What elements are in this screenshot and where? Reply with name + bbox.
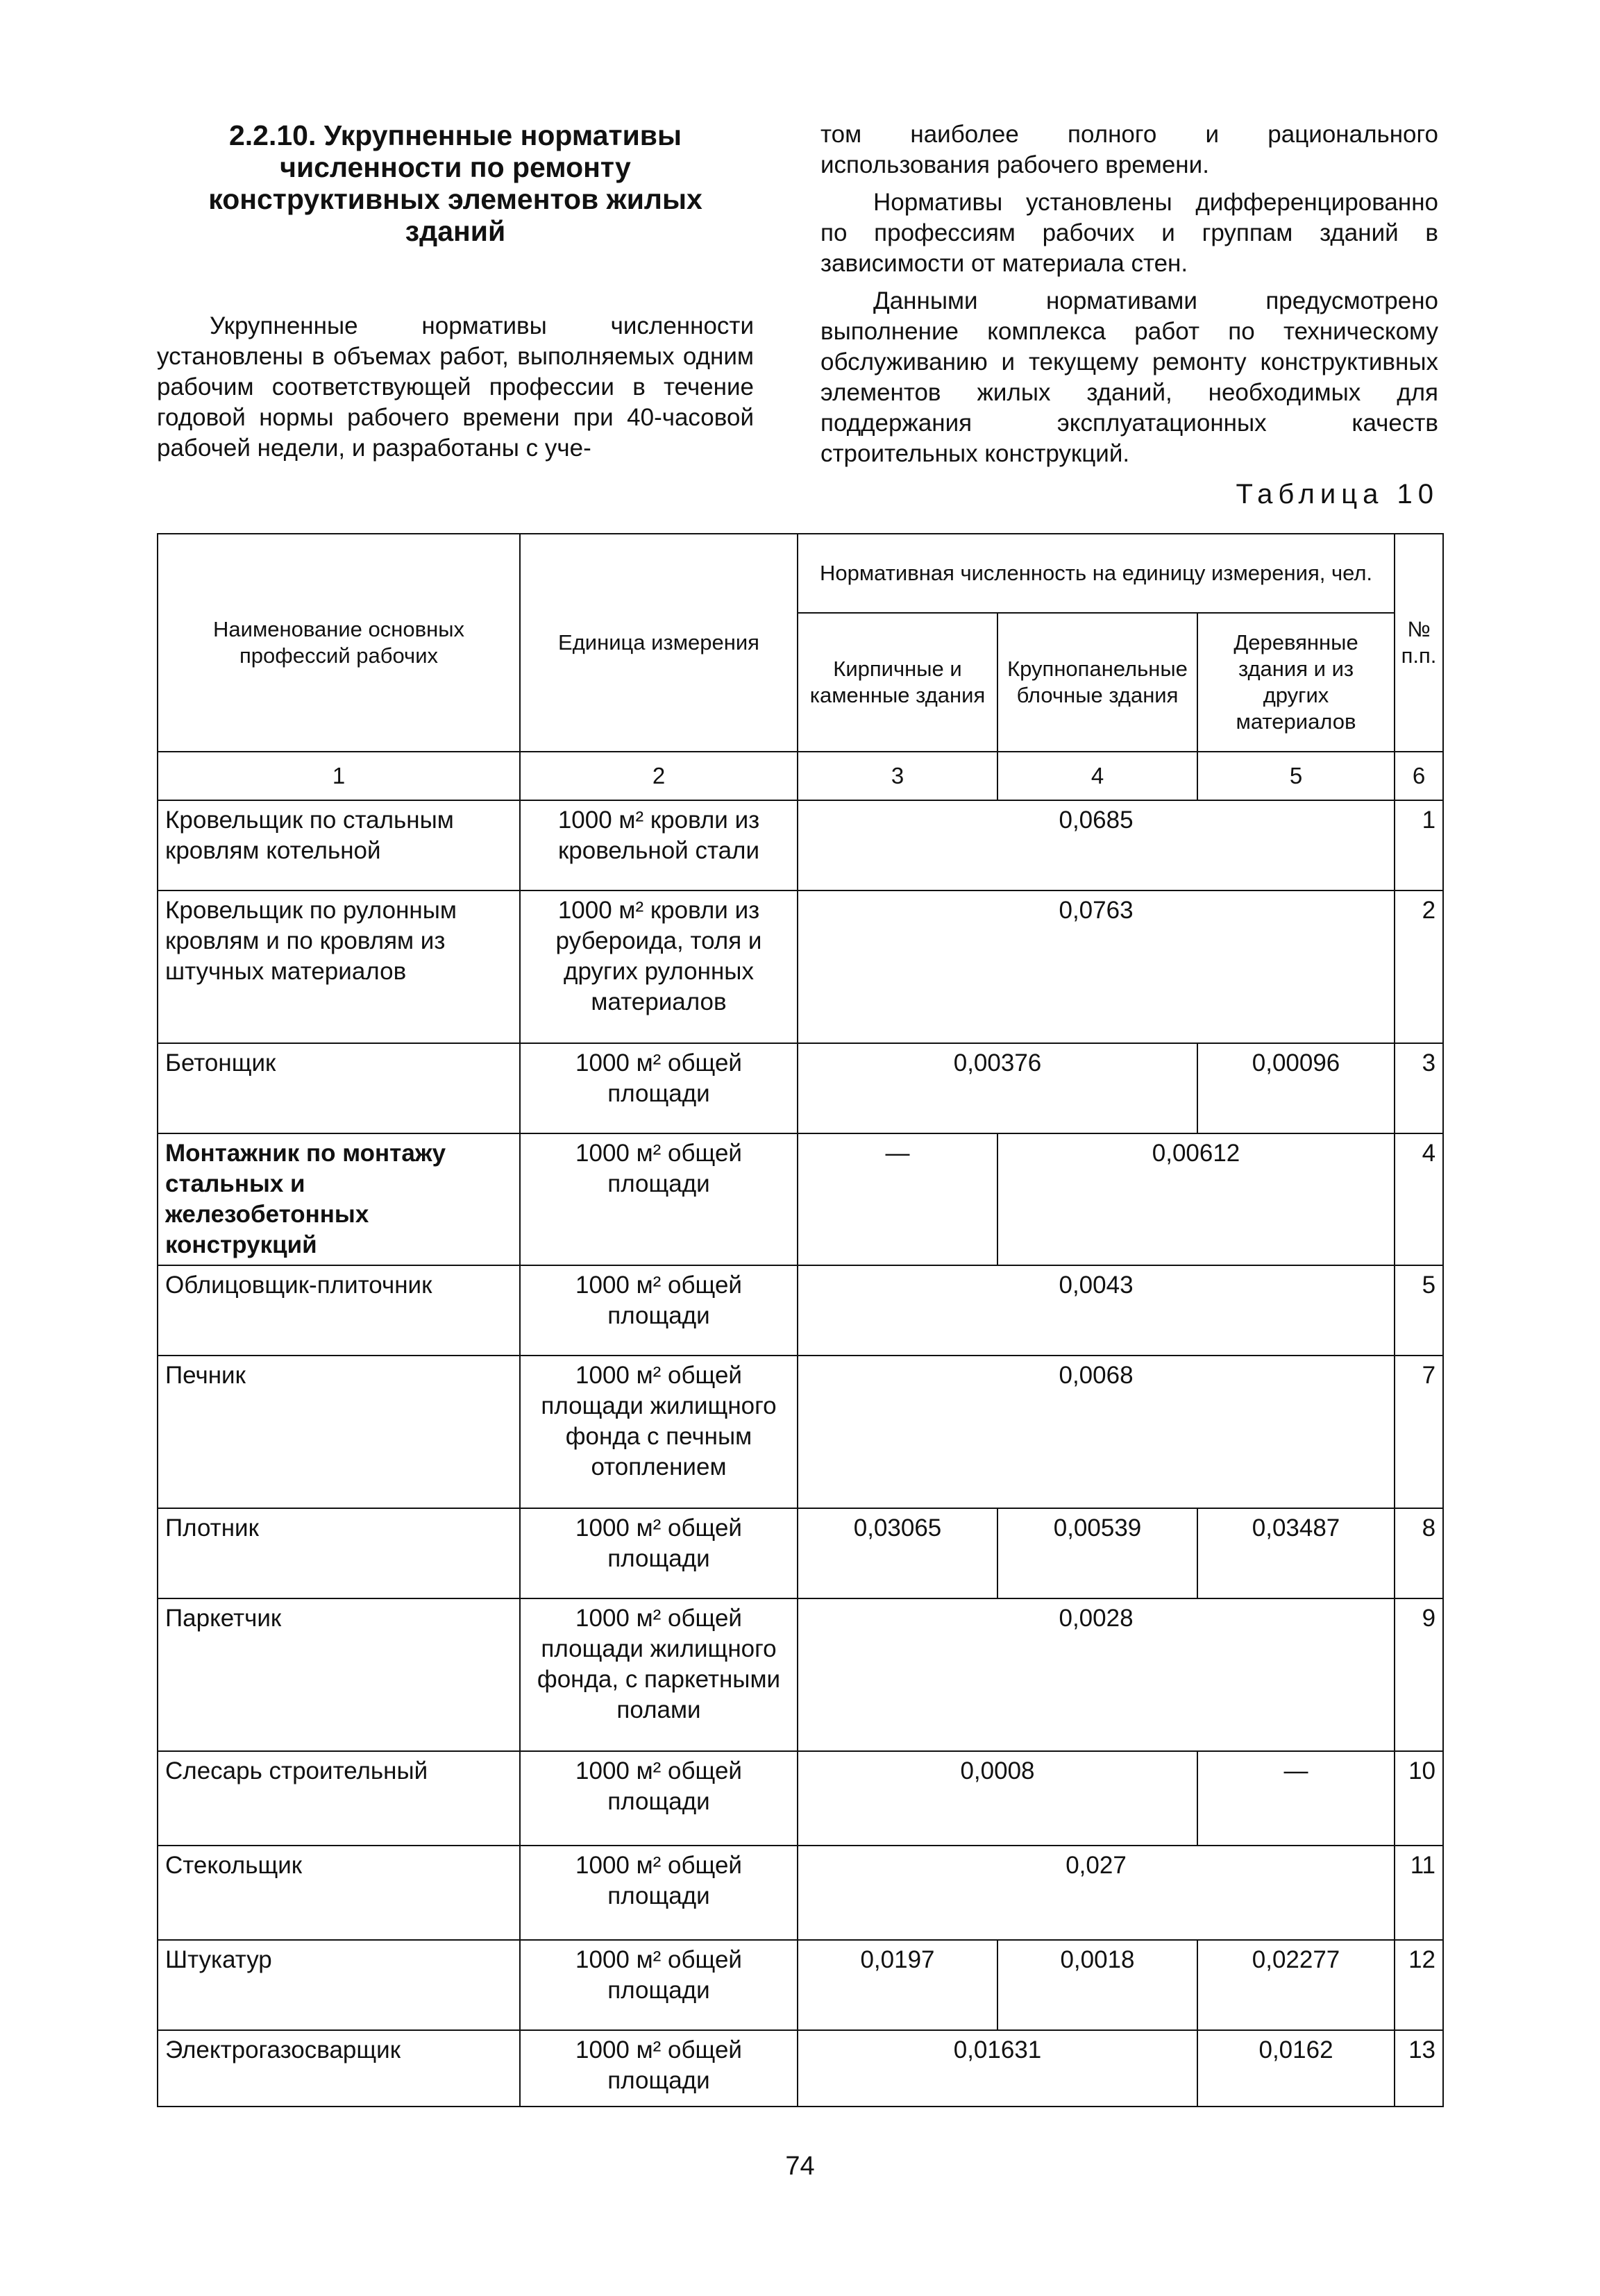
norm-value-cell: 0,0685 [798,800,1395,890]
header-wood: Деревянные здания и из других материалов [1197,613,1395,752]
profession-cell: Штукатур [158,1940,520,2030]
row-number-cell: 2 [1395,890,1443,1043]
table-row [158,1356,1443,1508]
norm-value-cell: 0,0068 [798,1356,1395,1508]
norms-table [157,533,1444,2107]
norm-value-cell: 0,0197 [798,1940,997,2030]
norm-value-cell: 0,0043 [798,1265,1395,1356]
table-row [158,1265,1443,1356]
header-row [158,534,1443,613]
page-number: 74 [785,2152,815,2181]
unit-cell: 1000 м² общей площади [520,1940,798,2030]
header-profession: Наименование основных профессий рабочих [158,534,520,752]
norm-value-cell: 0,0763 [798,890,1395,1043]
column-number-row [158,752,1443,800]
unit-cell: 1000 м² кровли из кровельной стали [520,800,798,890]
table-row [158,1043,1443,1133]
profession-cell: Стекольщик [158,1846,520,1940]
row-number-cell: 13 [1395,2030,1443,2107]
profession-cell: Кровельщик по рулонным кровлям и по кровлям из штучных материалов [158,890,520,1043]
profession-cell: Электрогазосварщик [158,2030,520,2107]
table-row [158,1508,1443,1598]
row-number-cell: 4 [1395,1133,1443,1265]
table-row [158,890,1443,1043]
header-norm-group: Нормативная численность на единицу измерения, чел. [798,534,1395,613]
norm-value-cell: 0,0162 [1197,2030,1395,2107]
table-row [158,800,1443,890]
table-row [158,1751,1443,1846]
unit-cell: 1000 м² общей площади [520,1508,798,1598]
norm-value-cell: — [798,1133,997,1265]
table-row [158,1133,1443,1265]
table-row [158,1598,1443,1751]
column-number: 2 [520,752,798,800]
unit-cell: 1000 м² общей площади жилищного фонда, с паркетными полами [520,1598,798,1751]
norm-value-cell: 0,00096 [1197,1043,1395,1133]
row-number-cell: 3 [1395,1043,1443,1133]
paragraph-scope: Данными нормативами предусмотрено выполнение комплекса работ по техническому обслуживанию и текущему ремонту конструктивных элементов жилых зданий, необходимых для поддержания эксплуатационных качеств строительных конструкций. [820,287,1438,467]
row-number-cell: 9 [1395,1598,1443,1751]
row-number-cell: 12 [1395,1940,1443,2030]
row-number-cell: 7 [1395,1356,1443,1508]
row-number-cell: 10 [1395,1751,1443,1846]
norm-value-cell: 0,03487 [1197,1508,1395,1598]
left-column [157,119,754,471]
unit-cell: 1000 м² общей площади [520,1043,798,1133]
column-number: 5 [1197,752,1395,800]
norm-value-cell: 0,00376 [798,1043,1197,1133]
table-row [158,2030,1443,2107]
row-number-cell: 1 [1395,800,1443,890]
profession-cell: Кровельщик по стальным кровлям котельной [158,800,520,890]
norm-value-cell: — [1197,1751,1395,1846]
norm-value-cell: 0,00539 [997,1508,1197,1598]
norm-value-cell: 0,027 [798,1846,1395,1940]
right-column [820,119,1438,476]
header-number: № п.п. [1395,534,1443,752]
profession-cell: Паркетчик [158,1598,520,1751]
norm-value-cell: 0,0018 [997,1940,1197,2030]
header-panel: Крупнопанельные блочные здания [997,613,1197,752]
table-row [158,1846,1443,1940]
norm-value-cell: 0,01631 [798,2030,1197,2107]
column-number: 1 [158,752,520,800]
intro-paragraph: Укрупненные нормативы численности установлены в объемах работ, выполняемых одним рабочим соответствующей профессии в течение годовой нормы рабочего времени при 40-часовой рабочей недели, и разработаны с уче- [157,312,754,462]
paragraph-differentiation: Нормативы установлены дифференцированно по профессиям рабочих и группам зданий в зависимости от материала стен. [820,189,1438,277]
table-row [158,1940,1443,2030]
unit-cell: 1000 м² общей площади [520,1751,798,1846]
table-caption: Таблица 10 [1236,479,1439,509]
row-number-cell: 5 [1395,1265,1443,1356]
header-unit: Единица измерения [520,534,798,752]
unit-cell: 1000 м² общей площади [520,2030,798,2107]
profession-cell: Плотник [158,1508,520,1598]
norm-value-cell: 0,0008 [798,1751,1197,1846]
unit-cell: 1000 м² общей площади жилищного фонда с печным отоплением [520,1356,798,1508]
column-number: 6 [1395,752,1443,800]
norm-value-cell: 0,0028 [798,1598,1395,1751]
profession-cell: Печник [158,1356,520,1508]
column-number: 4 [997,752,1197,800]
unit-cell: 1000 м² общей площади [520,1133,798,1265]
header-brick: Кирпичные и каменные здания [798,613,997,752]
unit-cell: 1000 м² общей площади [520,1846,798,1940]
profession-cell: Слесарь строительный [158,1751,520,1846]
row-number-cell: 8 [1395,1508,1443,1598]
norm-value-cell: 0,02277 [1197,1940,1395,2030]
row-number-cell: 11 [1395,1846,1443,1940]
unit-cell: 1000 м² кровли из рубероида, толя и других рулонных материалов [520,890,798,1043]
norm-value-cell: 0,00612 [997,1133,1395,1265]
profession-cell: Бетонщик [158,1043,520,1133]
norm-value-cell: 0,03065 [798,1508,997,1598]
section-heading: 2.2.10. Укрупненные нормативы численности по ремонту конструктивных элементов жилых зданий [208,119,702,247]
profession-cell: Монтажник по монтажу стальных и железобетонных конструкций [158,1133,520,1265]
paragraph-continuation: том наиболее полного и рационального использования рабочего времени. [820,121,1438,178]
unit-cell: 1000 м² общей площади [520,1265,798,1356]
column-number: 3 [798,752,997,800]
profession-cell: Облицовщик-плиточник [158,1265,520,1356]
